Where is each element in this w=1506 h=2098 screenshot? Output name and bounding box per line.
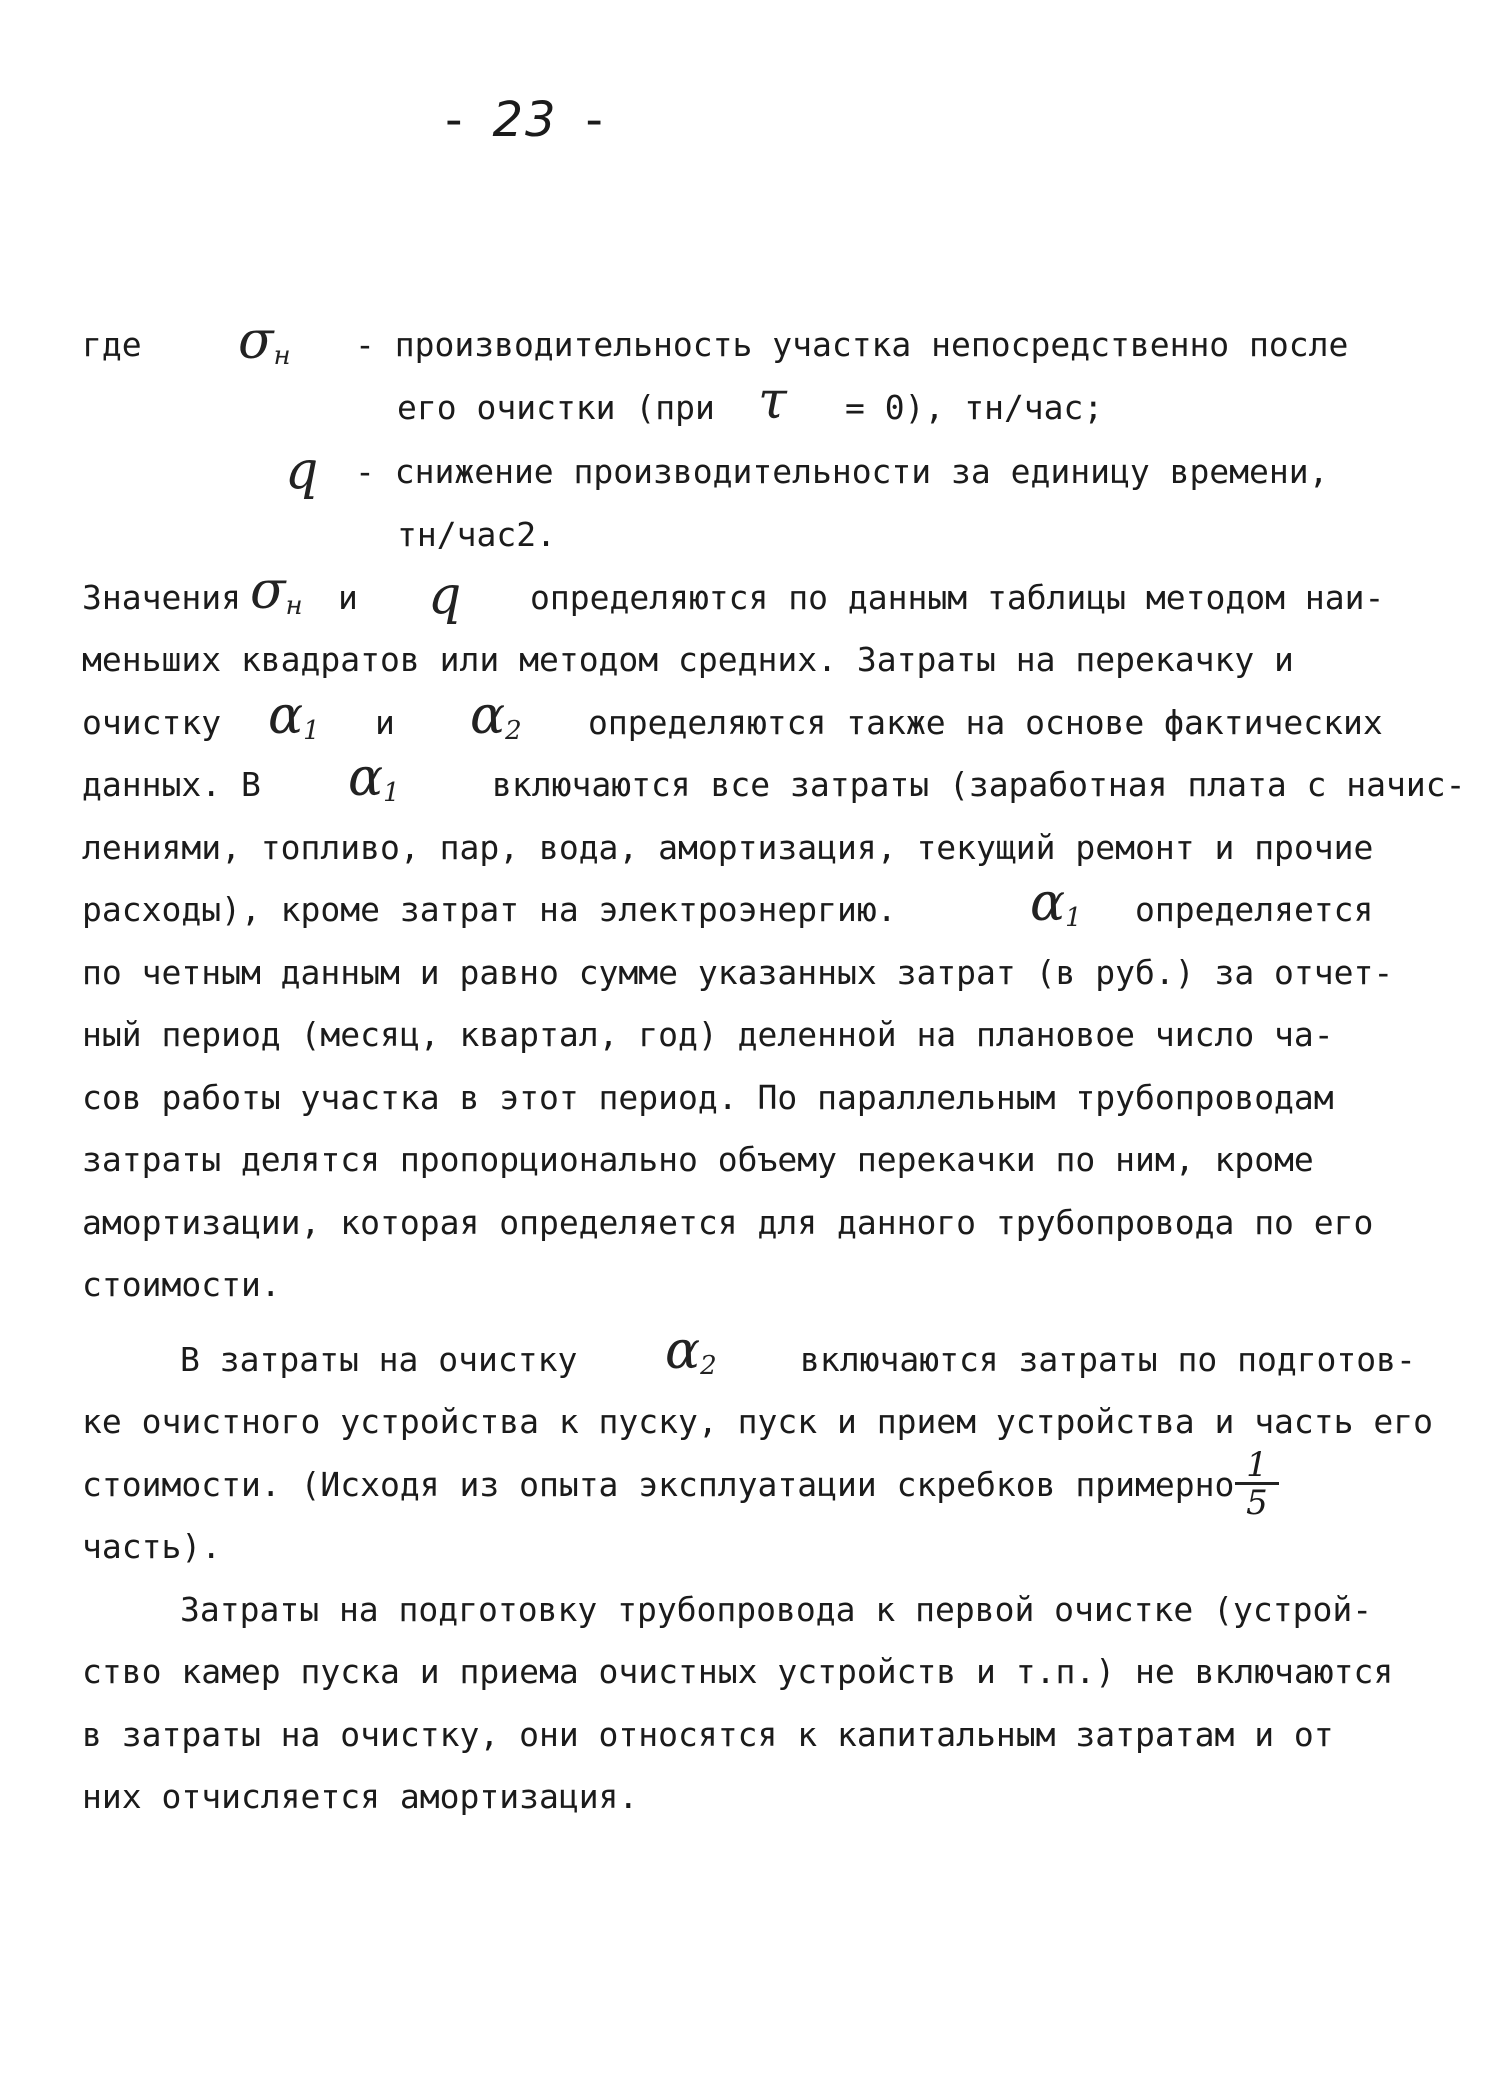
fraction-numerator: 1 — [1235, 1448, 1279, 1485]
para1-line8: ный период (месяц, квартал, год) деленной на плановое число ча- — [82, 1015, 1334, 1054]
symbol-alpha-2: $\alpha_2$ — [470, 686, 522, 746]
para1-line4b: включаются все затраты (заработная плата с начис- — [492, 765, 1466, 804]
symbol-alpha-2-b: $\alpha_2$ — [665, 1321, 717, 1381]
para1-line2: меньших квадратов или методом средних. Затраты на перекачку и — [82, 640, 1294, 679]
para2-line1a: В затраты на очистку — [180, 1340, 578, 1379]
para1-line3b: и — [375, 703, 395, 742]
para1-line9: сов работы участка в этот период. По параллельным трубопроводам — [82, 1078, 1334, 1117]
para2-line3: стоимости. (Исходя из опыта эксплуатации скребков примерно — [82, 1465, 1235, 1504]
para3-line3: в затраты на очистку, они относятся к капитальным затратам и от — [82, 1715, 1334, 1754]
para2-line4: часть). — [82, 1527, 222, 1566]
symbol-sigma-n: $\sigma_н$ — [238, 311, 291, 371]
para1-line3a: очистку — [82, 703, 222, 742]
definition-2-line-2: тн/час2. — [397, 515, 556, 554]
para1-line3c: определяются также на основе фактических — [588, 703, 1383, 742]
para1-line7: по четным данным и равно сумме указанных затрат (в руб.) за отчет- — [82, 953, 1394, 992]
para1-line6b: определяется — [1135, 890, 1374, 929]
page-number-value: 23 — [492, 92, 558, 148]
para3-line1: Затраты на подготовку трубопровода к первой очистке (устрой- — [180, 1590, 1373, 1629]
symbol-alpha-1-c: $\alpha_1$ — [1030, 873, 1082, 933]
para1-line10: затраты делятся пропорционально объему перекачки по ним, кроме — [82, 1140, 1314, 1179]
fraction-denominator: 5 — [1246, 1483, 1268, 1523]
para1-line11: амортизации, которая определяется для данного трубопровода по его — [82, 1203, 1374, 1242]
symbol-q: q — [285, 441, 319, 501]
symbol-sigma-n-inline: $\sigma_н$ — [250, 561, 303, 621]
para3-line4: них отчисляется амортизация. — [82, 1777, 639, 1816]
symbol-alpha-1: $\alpha_1$ — [268, 686, 320, 746]
para3-line2: ство камер пуска и приема очистных устройств и т.п.) не включаются — [82, 1652, 1394, 1691]
page-number-dash-right: - — [585, 92, 605, 148]
symbol-alpha-1-b: $\alpha_1$ — [348, 748, 400, 808]
symbol-tau: τ — [758, 371, 787, 431]
para1-line6a: расходы), кроме затрат на электроэнергию. — [82, 890, 897, 929]
page-number — [0, 92, 1050, 148]
fraction-one-fifth — [1235, 1445, 1279, 1523]
where-label: где — [82, 325, 142, 364]
para1-line5: лениями, топливо, пар, вода, амортизация, текущий ремонт и прочие — [82, 828, 1374, 867]
definition-2-line-1: - снижение производительности за единицу времени, — [355, 452, 1329, 491]
para1-line1b: и — [338, 578, 358, 617]
symbol-q-inline: q — [428, 566, 462, 626]
para1-line1a: Значения — [82, 578, 241, 617]
para2-line1b: включаются затраты по подготов- — [800, 1340, 1416, 1379]
definition-1-line-1: - производительность участка непосредственно после — [355, 325, 1349, 364]
para1-line1c: определяются по данным таблицы методом наи- — [530, 578, 1385, 617]
para2-line2: ке очистного устройства к пуску, пуск и прием устройства и часть его — [82, 1402, 1434, 1441]
definition-1-line-2b: = 0), тн/час; — [845, 388, 1104, 427]
page-number-dash-left: - — [445, 92, 465, 148]
para1-line12: стоимости. — [82, 1265, 281, 1304]
para1-line4a: данных. В — [82, 765, 261, 804]
definition-1-line-2a: его очистки (при — [397, 388, 715, 427]
